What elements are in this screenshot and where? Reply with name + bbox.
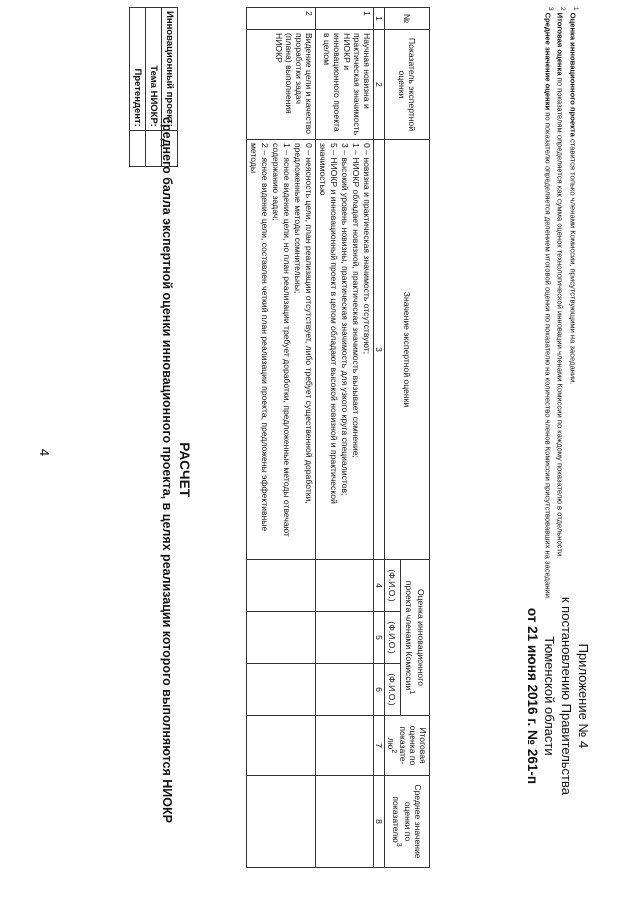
col-number: 3 (374, 140, 385, 560)
field-value-applicant (130, 130, 146, 166)
field-label-applicant: Претендент: (130, 8, 146, 131)
table-row (316, 8, 374, 868)
col-number: 4 (374, 560, 385, 612)
evaluation-table (246, 7, 430, 868)
score-cell (316, 612, 374, 664)
final-score-cell (316, 716, 374, 776)
field-label-topic: Тема НИОКР: (146, 8, 162, 131)
score-cell (316, 560, 374, 612)
criteria-cell (247, 140, 316, 560)
col-number: 1 (374, 8, 385, 30)
footnote-item (567, 7, 580, 867)
col-header-indicator: Показатель экспертной оценки (385, 30, 430, 140)
title-main: РАСЧЕТ (177, 442, 192, 498)
header-field-row (162, 8, 178, 167)
criterion-item: 1 – НИОКР обладает новизной, практическая значимость вызывает сомнение; (351, 143, 362, 458)
avg-score-cell (247, 776, 316, 868)
title-subtitle: среднего балла экспертной оценки инновационного проекта, в целях реализации которого выполняются НИОКР (160, 117, 174, 823)
criterion-item: 0 – неясность цели, план реализации отсутствует, либо требует существенной доработки, предложенные методы сомнительны; (293, 143, 315, 504)
footnote-item (542, 7, 555, 867)
appendix-date-line: от 21 июня 2016 г. № 261-п (525, 607, 540, 785)
col-number: 7 (374, 716, 385, 776)
footnote-term: Оценка инновационного проекта (568, 12, 578, 137)
document-title (160, 90, 192, 850)
avg-score-label: Среднее значение оценки по показателю (391, 784, 423, 859)
footnote-ref-1: 1 (407, 690, 416, 695)
col-header-commission (400, 560, 429, 716)
footnote-term: Итоговая оценка (555, 12, 565, 76)
header-fields-table (129, 7, 178, 167)
appendix-title: Приложение № 4 (576, 643, 591, 749)
criteria-cell (316, 140, 374, 560)
score-cell (247, 560, 316, 612)
criterion-item: 3 – высокий уровень новизны, практическая значимость для узкого круга специалистов; (340, 143, 351, 496)
final-score-cell (247, 716, 316, 776)
criterion-item: 5 – НИОКР и инновационный проект в целом обладают высокой новизной и практической значимостью (318, 143, 340, 504)
header-field-row (146, 8, 162, 167)
table-header-row (400, 8, 429, 868)
col-header-avg-score (385, 776, 430, 868)
field-label-project: Инновационный проект: (162, 8, 178, 131)
col-header-final-score (385, 716, 430, 776)
footnote-text: ставится только членами Комиссии, присутствующими на заседании. (568, 136, 578, 385)
field-value-topic (146, 130, 162, 166)
row-number: 1 (316, 8, 374, 30)
footnote-number: 3 (546, 7, 554, 11)
footnote-ref-2: 2 (390, 749, 398, 754)
column-number-row (374, 8, 385, 868)
appendix-region-line: Тюменской области (542, 636, 557, 756)
header-field-row (130, 8, 146, 167)
page-number: 4 (37, 448, 52, 457)
indicator-cell: Научная новизна и практическая значимость НИОКР и инновационного проекта в целом (316, 30, 374, 140)
col-number: 8 (374, 776, 385, 868)
field-value-project (162, 130, 178, 166)
appendix-ref-line: к постановлению Правительства (559, 596, 574, 795)
table-row (247, 8, 316, 868)
footnote-number: 2 (559, 7, 567, 11)
criterion-item: 0 – новизна и практическая значимость отсутствуют; (362, 143, 373, 355)
col-header-fio-2: (Ф.И.О.) (385, 612, 400, 664)
avg-score-cell (316, 776, 374, 868)
col-number: 2 (374, 30, 385, 140)
footnote-text: по показателю определяется делением итоговой оценки по показателю на количество членов Комиссии присутствовавших на заседании. (543, 110, 553, 600)
footnotes (542, 7, 580, 867)
final-score-label: Итоговая оценка по показате-лю (386, 725, 428, 766)
score-cell (247, 664, 316, 716)
commission-header-line2: проекта членами Комиссии (403, 580, 414, 691)
score-cell (316, 664, 374, 716)
col-number: 6 (374, 664, 385, 716)
score-cell (247, 612, 316, 664)
criterion-item: 2 – ясное видение цели, составлен четкий план реализации проекта, предложены эффективные методы (249, 143, 271, 532)
col-header-fio-1: (Ф.И.О.) (385, 560, 400, 612)
col-header-fio-3: (Ф.И.О.) (385, 664, 400, 716)
col-header-value: Значение экспертной оценки (385, 140, 430, 560)
commission-header-line1: Оценка инновационного (415, 589, 426, 686)
footnote-number: 1 (572, 7, 579, 11)
footnote-term: Среднее значение оценки (543, 12, 553, 111)
footnote-item (555, 7, 568, 867)
footnote-text: по показателям определяется как сумма оценок технологической инновации членами Комиссии по каждому показателю в отдельности. (555, 75, 565, 559)
row-number: 2 (247, 8, 316, 30)
footnote-ref-3: 3 (395, 842, 403, 847)
criterion-item: 1 – ясное видение цели, но план реализации требует доработки, предложенные методы отвечают содержанию задач; (271, 143, 293, 537)
col-header-num: № (385, 8, 430, 30)
col-number: 5 (374, 612, 385, 664)
indicator-cell: Видение цели и качество проработки задач (плана) выполнения НИОКР (247, 30, 316, 140)
